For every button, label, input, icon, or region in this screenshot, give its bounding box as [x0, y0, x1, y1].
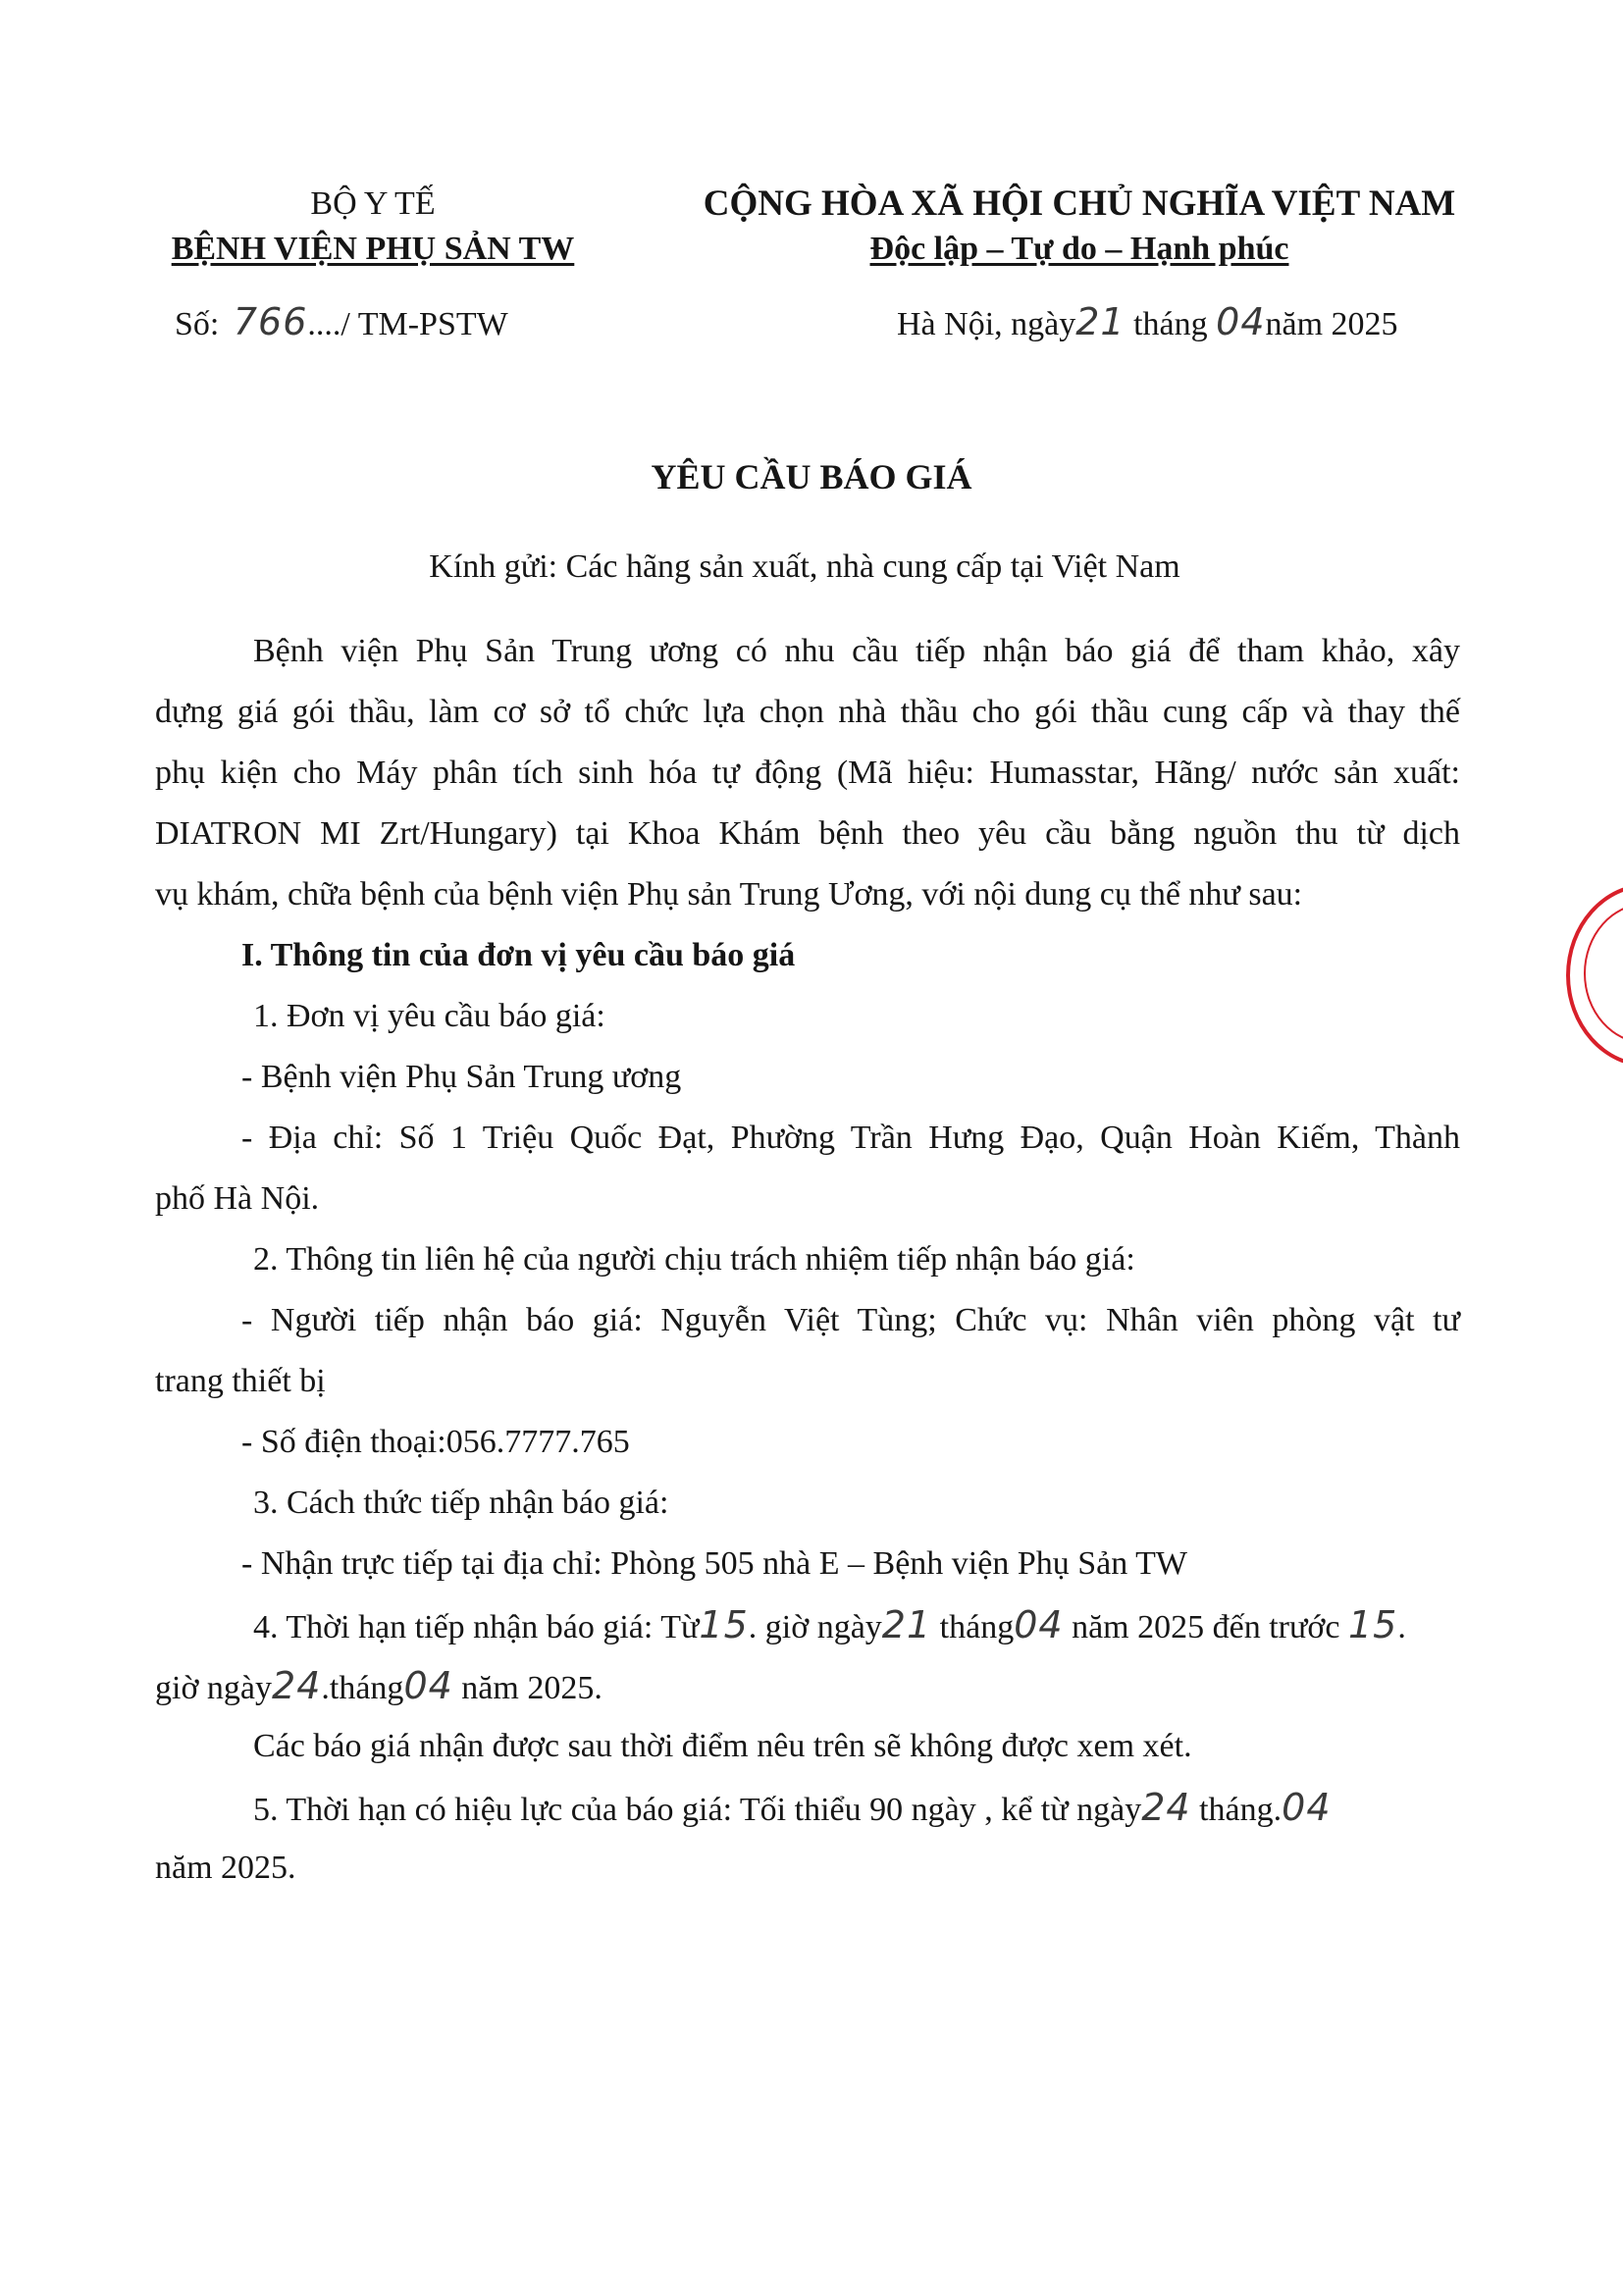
item-5-text-a: 5. Thời hạn có hiệu lực của báo giá: Tối thiểu 90 ngày , kể từ ngày — [253, 1792, 1142, 1828]
phone-number: - Số điện thoại:056.7777.765 — [241, 1424, 630, 1460]
item-4-hour-start-handwritten: 15 — [699, 1603, 749, 1646]
item-4-line-2 — [155, 1666, 602, 1708]
hospital-name: BỆNH VIỆN PHỤ SẢN TW — [171, 231, 575, 267]
intro-line-5: vụ khám, chữa bệnh của bệnh viện Phụ sản Trung Ương, với nội dung cụ thể như sau: — [155, 876, 1303, 913]
item-4-text-e: . — [1397, 1609, 1406, 1645]
red-seal-stamp — [1566, 883, 1623, 1068]
person-line-2: trang thiết bị — [155, 1363, 326, 1399]
item-4-text-g: .tháng — [321, 1670, 404, 1706]
document-title: YÊU CẦU BÁO GIÁ — [651, 457, 972, 496]
item-5-line-2: năm 2025. — [155, 1850, 296, 1886]
address-line-1: - Địa chỉ: Số 1 Triệu Quốc Đạt, Phường Trần Hưng Đạo, Quận Hoàn Kiếm, Thành — [241, 1120, 1460, 1156]
document-number — [175, 302, 508, 344]
date-month-handwritten: 04 — [1216, 300, 1266, 343]
item-4-text-a: 4. Thời hạn tiếp nhận báo giá: Từ — [253, 1609, 700, 1645]
item-4-day-end-handwritten: 24 — [272, 1664, 322, 1707]
item-4-day-start-handwritten: 21 — [881, 1603, 932, 1646]
item-4-text-f: giờ ngày — [155, 1670, 273, 1706]
item-5-month-handwritten: 04 — [1282, 1786, 1332, 1829]
item-4-text-b: . giờ ngày — [748, 1609, 882, 1645]
late-quote-note: Các báo giá nhận được sau thời điểm nêu trên sẽ không được xem xét. — [253, 1728, 1192, 1764]
number-prefix: Số: — [175, 306, 228, 342]
date-day-handwritten: 21 — [1075, 300, 1126, 343]
republic-title: CỘNG HÒA XÃ HỘI CHỦ NGHĨA VIỆT NAM — [703, 183, 1456, 224]
item-4-text-d: năm 2025 đến trước — [1063, 1609, 1348, 1645]
date-month-label: tháng — [1125, 306, 1217, 342]
item-5-line-1 — [253, 1788, 1332, 1830]
motto: Độc lập – Tự do – Hạnh phúc — [869, 231, 1289, 267]
ministry-name: BỘ Y TẾ — [310, 185, 436, 222]
item-4-text-h: năm 2025. — [452, 1670, 602, 1706]
receive-method: - Nhận trực tiếp tại địa chỉ: Phòng 505 nhà E – Bệnh viện Phụ Sản TW — [241, 1545, 1187, 1582]
section-1-heading: I. Thông tin của đơn vị yêu cầu báo giá — [241, 937, 796, 973]
intro-line-4: DIATRON MI Zrt/Hungary) tại Khoa Khám bệnh theo yêu cầu bằng nguồn thu từ dịch — [155, 815, 1460, 852]
item-4-hour-end-handwritten: 15 — [1347, 1603, 1398, 1646]
intro-line-3: phụ kiện cho Máy phân tích sinh hóa tự động (Mã hiệu: Humasstar, Hãng/ nước sản xuất: — [155, 755, 1460, 791]
unit-name: - Bệnh viện Phụ Sản Trung ương — [241, 1059, 682, 1095]
address-line-2: phố Hà Nội. — [155, 1180, 320, 1217]
item-4-month-end-handwritten: 04 — [403, 1664, 453, 1707]
item-3-label: 3. Cách thức tiếp nhận báo giá: — [253, 1485, 669, 1521]
item-4-month-start-handwritten: 04 — [1014, 1603, 1064, 1646]
date-year: năm 2025 — [1265, 306, 1398, 342]
item-4-line-1 — [253, 1605, 1406, 1647]
item-1-label: 1. Đơn vị yêu cầu báo giá: — [253, 998, 605, 1034]
number-suffix: ..../ TM-PSTW — [307, 306, 508, 342]
person-line-1: - Người tiếp nhận báo giá: Nguyễn Việt Tùng; Chức vụ: Nhân viên phòng vật tư — [241, 1302, 1460, 1338]
item-2-label: 2. Thông tin liên hệ của người chịu trách nhiệm tiếp nhận báo giá: — [253, 1241, 1135, 1278]
item-5-text-b: tháng. — [1190, 1792, 1283, 1828]
item-5-day-handwritten: 24 — [1141, 1786, 1191, 1829]
document-date — [897, 302, 1398, 344]
number-handwritten: 766 — [233, 300, 308, 343]
recipient-line: Kính gửi: Các hãng sản xuất, nhà cung cấp tại Việt Nam — [429, 548, 1180, 585]
intro-line-2: dựng giá gói thầu, làm cơ sở tổ chức lựa chọn nhà thầu cho gói thầu cung cấp và thay thế — [155, 694, 1460, 730]
seal-inner-ring — [1584, 903, 1623, 1044]
date-prefix: Hà Nội, ngày — [897, 306, 1076, 342]
item-4-text-c: tháng — [931, 1609, 1015, 1645]
intro-line-1: Bệnh viện Phụ Sản Trung ương có nhu cầu tiếp nhận báo giá để tham khảo, xây — [253, 633, 1460, 669]
